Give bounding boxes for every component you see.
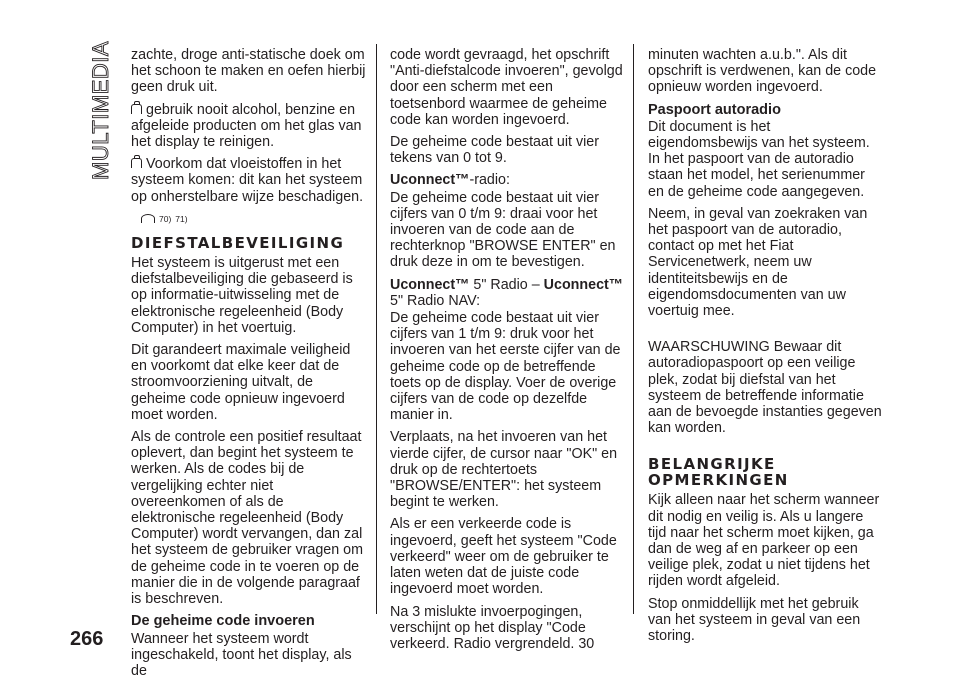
paragraph: De geheime code bestaat uit vier tekens van 0 tot 9. (390, 134, 600, 167)
subsection-heading: De geheime code invoeren (131, 613, 315, 630)
paragraph: minuten wachten a.u.b.". Als dit opschrift is verdwenen, kan de code opnieuw worden ingevoerd. (648, 47, 877, 96)
paragraph: Na 3 mislukte invoerpogingen, verschijnt op het display "Code verkeerd. Radio vergrendeld. 30 (390, 603, 595, 652)
paragraph: code wordt gevraagd, het opschrift "Anti-diefstalcode invoeren", gevolgd door een scherm met een toetsenbord waarmee de geheime code kan worden ingevoerd. (390, 47, 623, 128)
bullet-icon (131, 158, 142, 168)
warning-icon (141, 214, 155, 223)
section-side-title (78, 40, 118, 190)
paragraph: Kijk alleen naar het scherm wanneer dit nodig en veilig is. Als u langere tijd naar het scherm moet kijken, ga dan de weg af en parkeer op een veilige plek, zodat u niet tijdens het rijden wordt afgeleid. (648, 492, 880, 590)
paragraph: Verplaats, na het invoeren van het vierde cijfer, de cursor naar "OK" en druk op de rechtertoets "BROWSE/ENTER": het systeem begint te werken. (390, 429, 618, 511)
column-divider-2 (633, 44, 634, 614)
paragraph: Wanneer het systeem wordt ingeschakeld, toont het display, als de (131, 630, 352, 679)
section-heading: BELANGRIJKE OPMERKINGEN (648, 455, 789, 490)
bullet-paragraph: Voorkom dat vloeistoffen in het systeem komen: dit kan het systeem op onherstelbare wijze beschadigen. (131, 156, 364, 205)
bullet-paragraph: gebruik nooit alcohol, benzine en afgeleide producten om het glas van het display te reinigen. (131, 101, 362, 151)
paragraph: Als de controle een positief resultaat oplevert, dan begint het systeem te werken. Als de codes bij de vergelijking echter niet overeenkomen of als de elektronische regeleenheid (Body Computer) wordt vervangen, dan zal het systeem de gebruiker vragen om de geheime code in te voeren op de manier die in de volgende paragraaf is beschreven. (131, 429, 364, 608)
paragraph: zachte, droge anti-statische doek om het schoon te maken en oefen hierbij geen druk uit. (131, 47, 366, 96)
subsection-heading: Paspoort autoradio (648, 101, 781, 118)
uconnect-radio-heading: Uconnect™-radio: (390, 172, 510, 189)
uconnect-nav-heading: Uconnect™ 5" Radio – Uconnect™ 5" Radio NAV: (390, 276, 624, 309)
paragraph: Het systeem is uitgerust met een diefstalbeveiliging die gebaseerd is op informatie-uitwisseling met de elektronische regeleenheid (Body Computer) in het voertuig. (131, 255, 353, 336)
paragraph: Als er een verkeerde code is ingevoerd, geeft het systeem "Code verkeerd" weer om de gebruiker te laten weten dat de juiste code ingevoerd moet worden. (390, 516, 617, 598)
ref-71: 71) (175, 213, 188, 224)
warning-references (141, 211, 366, 227)
paragraph: Dit garandeert maximale veiligheid en voorkomt dat elke keer dat de stroomvoorziening uitvalt, de geheime code opnieuw ingevoerd moet worden. (131, 342, 351, 423)
paragraph: Neem, in geval van zoekraken van het paspoort van de autoradio, contact op met het Fiat Servicenetwerk, neem uw identiteitsbewijs en de eigendomsdocumenten van uw voertuig mee. (648, 205, 868, 320)
column-1 (131, 47, 366, 685)
paragraph: Dit document is het eigendomsbewijs van het systeem. In het paspoort van de autoradio staan het model, het serienummer en de geheime code aangegeven. (648, 118, 870, 200)
ref-70: 70) (159, 213, 172, 224)
side-title-text: MULTIMEDIA (88, 40, 113, 180)
page-number: 266 (70, 628, 104, 650)
warning-paragraph: WAARSCHUWING Bewaar dit autoradiopaspoort op een veilige plek, zodat bij diefstal van het systeem de betreffende informatie aan de bevoegde instanties gegeven kan worden. (648, 339, 882, 437)
column-divider-1 (376, 44, 377, 614)
section-heading: DIEFSTALBEVEILIGING (131, 234, 345, 253)
column-2 (390, 47, 625, 658)
paragraph: De geheime code bestaat uit vier cijfers van 0 t/m 9: draai voor het invoeren van de code aan de rechterknop "BROWSE ENTER" en druk deze in om te bevestigen. (390, 189, 616, 271)
paragraph: De geheime code bestaat uit vier cijfers van 1 t/m 9: druk voor het invoeren van het eerste cijfer van de geheime code op de betreffende toets op de display. Voer de overige cijfers van de code op dezelfde manier in. (390, 310, 621, 424)
paragraph: Stop onmiddellijk met het gebruik van het systeem in geval van een storing. (648, 595, 861, 645)
column-3 (648, 47, 883, 650)
bullet-icon (131, 104, 142, 114)
